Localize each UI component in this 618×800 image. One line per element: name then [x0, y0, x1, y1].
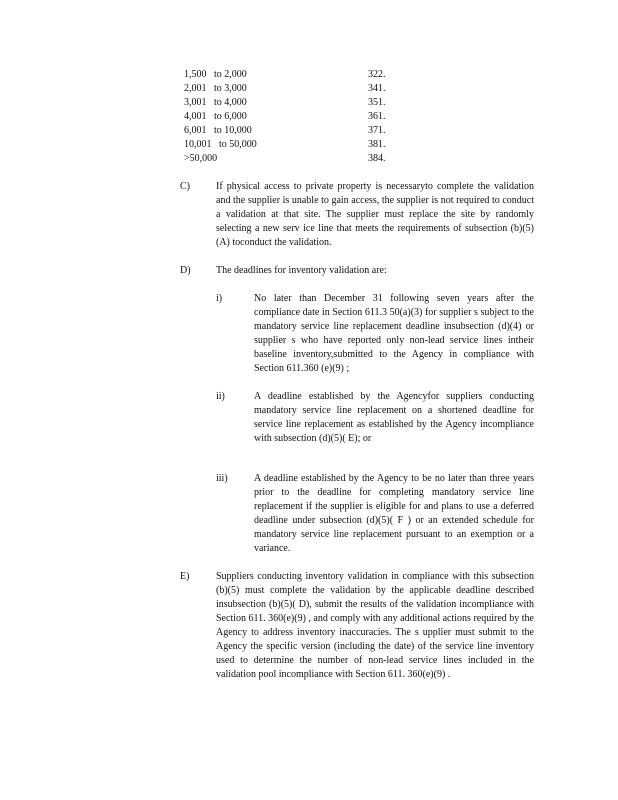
item-label: ii) — [216, 391, 225, 402]
size-value: 384. — [368, 153, 386, 164]
size-value: 381. — [368, 139, 386, 150]
size-range: 4,001 to 6,000 — [184, 111, 247, 122]
size-row — [184, 138, 394, 152]
item-text: A deadline established by the Agencyfor suppliers conducting mandatory service line replacement on a shortened deadline for service line replacement as established by the Agency incompliance with subsection (d)(5)( E); or — [254, 391, 534, 444]
size-range: 1,500 to 2,000 — [184, 69, 247, 80]
size-range: >50,000 — [184, 153, 218, 164]
section-text: If physical access to private property is necessaryto complete the validation and the supplier is unable to gain access, the supplier is not required to conduct a validation at that site. The supplier must replace the site by randomly selecting a new serv ice line that meets the requirements of subsection (b)(5)(A) toconduct the validation. — [216, 181, 534, 248]
size-table — [184, 68, 394, 166]
size-range: 2,001 to 3,000 — [184, 83, 247, 94]
size-value: 341. — [368, 83, 386, 94]
size-range: 3,001 to 4,000 — [184, 97, 247, 108]
size-row — [184, 68, 394, 82]
size-row — [184, 152, 394, 166]
size-range: 6,001 to 10,000 — [184, 125, 252, 136]
section-label: D) — [180, 265, 191, 276]
size-row — [184, 110, 394, 124]
item-text: A deadline established by the Agency to be no later than three years prior to the deadline for completing mandatory service line replacement if the supplier is eligible for and plans to use a deferred deadline under subsection (d)(5)( F ) or an extended schedule for mandatory service line replacement pursuant to an exemption or a variance. — [254, 473, 534, 554]
item-label: iii) — [216, 473, 228, 484]
size-value: 351. — [368, 97, 386, 108]
size-row — [184, 82, 394, 96]
item-text: No later than December 31 following seven years after the compliance date in Section 611.3 50(a)(3) for supplier s subject to the mandatory service line replacement deadline insubsection (d)(4) or supplier s who have reported only non-lead service lines intheir baseline inventory,submitted to the Agency in compliance with Section 611.360 (e)(9) ; — [254, 293, 534, 374]
section-text: Suppliers conducting inventory validation in compliance with this subsection (b)(5) must complete the validation by the applicable deadline described insubsection (b)(5)( D), submit the results of the validation incompliance with Section 611. 360(e)(9) , and comply with any additional actions required by the Agency to address inventory inaccuracies. The s upplier must submit to the Agency the specific version (including the date) of the service line inventory used to determine the number of non-lead service lines included in the validation pool incompliance with Section 611. 360(e)(9) . — [216, 571, 534, 680]
size-row — [184, 96, 394, 110]
section-label: E) — [180, 571, 190, 582]
item-label: i) — [216, 293, 223, 304]
section-text: The deadlines for inventory validation are: — [216, 265, 387, 276]
size-value: 361. — [368, 111, 386, 122]
size-row — [184, 124, 394, 138]
size-value: 371. — [368, 125, 386, 136]
size-value: 322. — [368, 69, 386, 80]
section-label: C) — [180, 181, 190, 192]
size-range: 10,001 to 50,000 — [184, 139, 257, 150]
